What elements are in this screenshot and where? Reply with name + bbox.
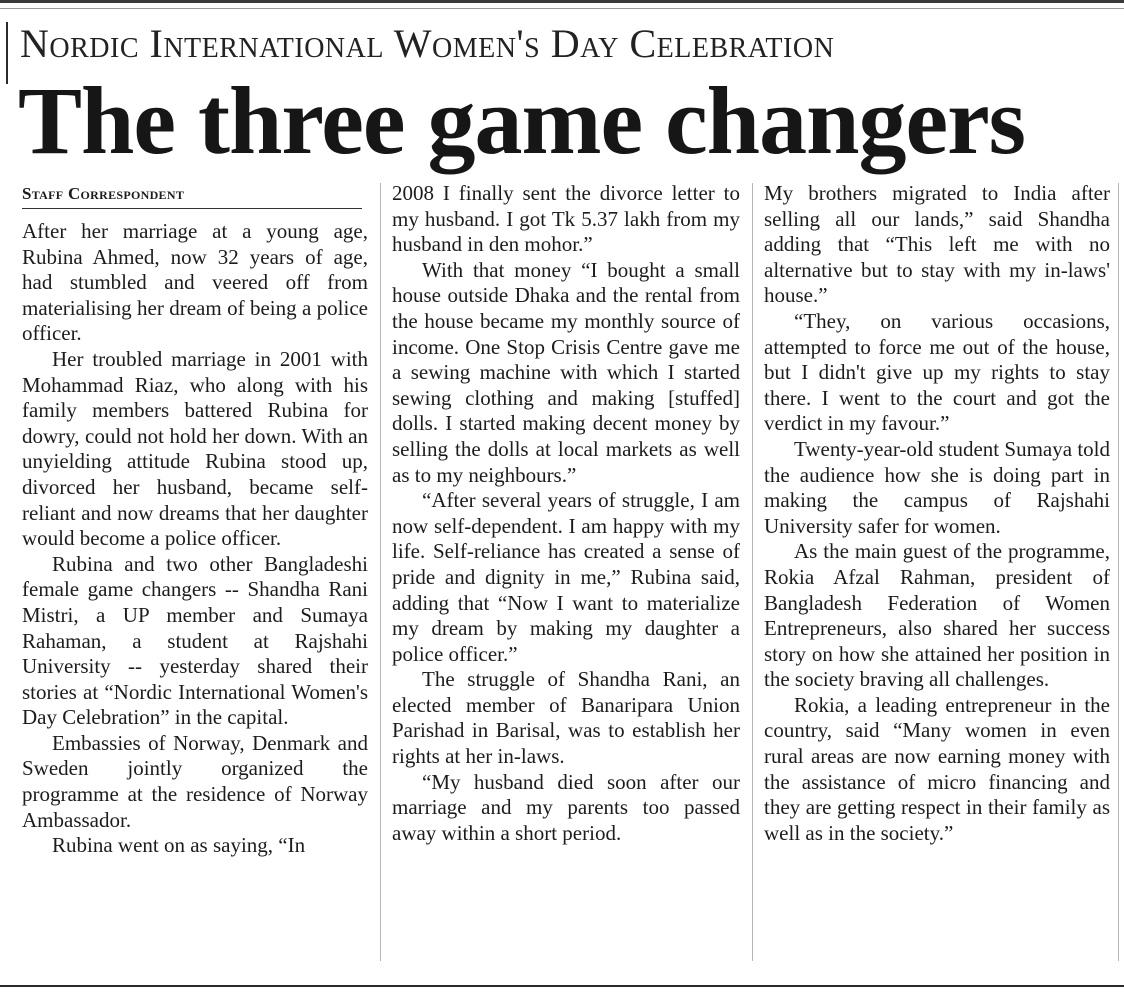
paragraph: With that money “I bought a small house outside Dhaka and the rental from the house became my monthly source of income. One Stop Crisis Centre gave me a sewing machine with which I started sewing clothing and making [stuffed] dolls. I started making decent money by selling the dolls at local markets as well as to my neighbours.”	[392, 257, 740, 487]
column-divider	[752, 183, 753, 961]
top-rule	[0, 0, 1124, 3]
paragraph: Twenty-year-old student Sumaya told the audience how she is doing part in making the campus of Rajshahi University safer for women.	[764, 436, 1110, 538]
paragraph: After her marriage at a young age, Rubina Ahmed, now 32 years of age, had stumbled and veered off from materialising her dream of being a police officer.	[22, 219, 368, 346]
paragraph: Her troubled marriage in 2001 with Mohammad Riaz, who along with his family members battered Rubina for dowry, could not hold her down. With an unyielding attitude Rubina stood up, divorced her husband, became self-reliant and now dreams that her daughter would become a police officer.	[22, 346, 368, 551]
column-divider	[1118, 183, 1119, 961]
paragraph: 2008 I finally sent the divorce letter to my husband. I got Tk 5.37 lakh from my husband in den mohor.”	[392, 181, 740, 257]
article-headline: The three game changers	[18, 67, 1026, 174]
paragraph: “They, on various occasions, attempted to force me out of the house, but I didn't give up my rights to stay there. I went to the court and got the verdict in my favour.”	[764, 308, 1110, 436]
left-margin-rule	[6, 22, 8, 84]
paragraph: Embassies of Norway, Denmark and Sweden jointly organized the programme at the residence of Norway Ambassador.	[22, 730, 368, 832]
paragraph: Rokia, a leading entrepreneur in the country, said “Many women in even rural areas are now earning money with the assistance of micro financing and they are getting respect in their family as well as in the society.”	[764, 692, 1110, 845]
column-divider	[380, 183, 381, 961]
article-column-3	[764, 181, 1110, 846]
paragraph: My brothers migrated to India after selling all our lands,” said Shandha adding that “This left me with no alternative but to stay with my in-laws' house.”	[764, 181, 1110, 308]
paragraph: “My husband died soon after our marriage and my parents too passed away within a short period.	[392, 769, 740, 845]
paragraph: Rubina went on as saying, “In	[52, 833, 306, 858]
article-column-1	[22, 181, 368, 859]
article-kicker: Nordic International Women's Day Celebration	[20, 21, 835, 66]
bottom-rule	[0, 985, 1124, 987]
article-column-2	[392, 181, 740, 846]
byline: Staff Correspondent	[22, 181, 362, 209]
top-rule-thin	[0, 8, 1124, 9]
paragraph: The struggle of Shandha Rani, an elected member of Banaripara Union Parishad in Barisal, was to establish her rights at her in-laws.	[392, 667, 740, 769]
paragraph: Rubina and two other Bangladeshi female game changers -- Shandha Rani Mistri, a UP member and Sumaya Rahaman, a student at Rajshahi University -- yesterday shared their stories at “Nordic International Women's Day Celebration” in the capital.	[22, 551, 368, 730]
paragraph: “After several years of struggle, I am now self-dependent. I am happy with my life. Self-reliance has created a sense of pride and dignity in me,” Rubina said, adding that “Now I want to materialize my dream by making my daughter a police officer.”	[392, 488, 740, 666]
paragraph: As the main guest of the programme, Rokia Afzal Rahman, president of Bangladesh Federation of Women Entrepreneurs, also shared her success story on how she attained her position in the society braving all challenges.	[764, 539, 1110, 692]
